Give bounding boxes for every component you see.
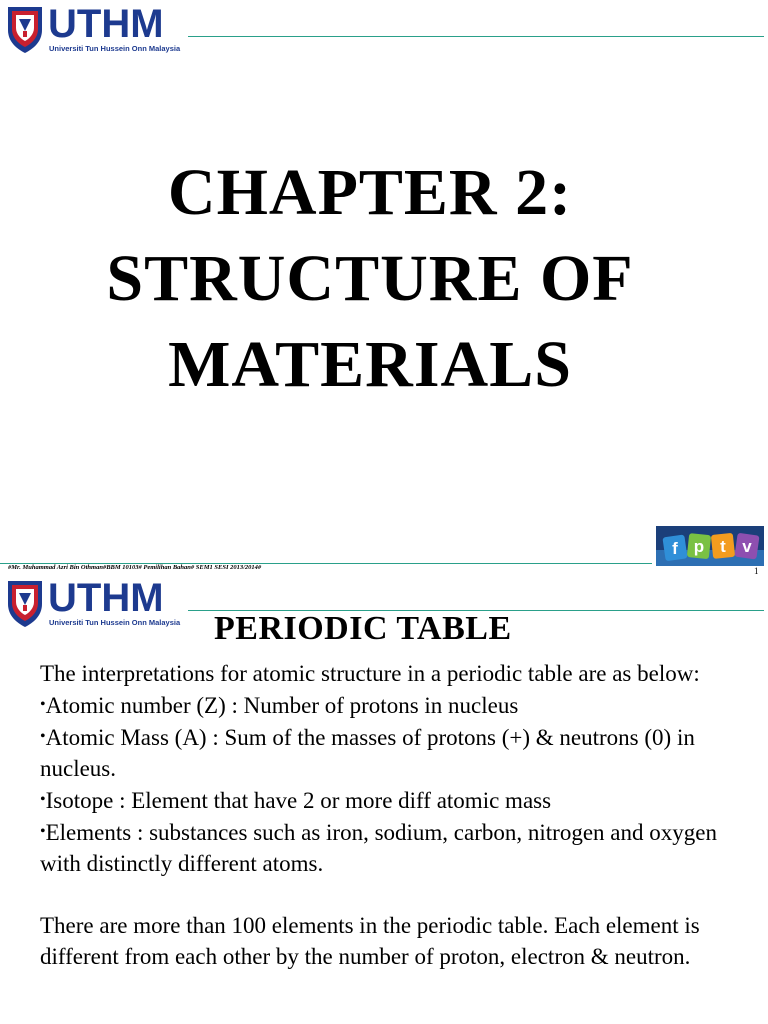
closing-paragraph: There are more than 100 elements in the periodic table. Each element is different from each other by the number of proton, electron & neutron. [40,913,700,969]
title-line-1: CHAPTER 2: [167,156,573,229]
badge-letter-t: t [720,537,726,556]
logo-wordmark: UTHM [48,2,164,46]
slide-title [0,150,740,408]
bullet-icon: • [40,823,46,840]
section-title: PERIODIC TABLE [214,610,512,647]
bullet-icon: • [40,791,46,808]
header-divider [188,36,764,37]
uthm-crest-icon [6,4,44,54]
uthm-logo [6,578,186,632]
badge-letter-f: f [672,539,678,558]
bullet-item: •Atomic number (Z) : Number of protons in nucleus [40,693,519,718]
title-line-2: STRUCTURE OF [106,242,634,315]
bullet-item: •Elements : substances such as iron, sodium, carbon, nitrogen and oxygen with distinctly different atoms. [40,820,717,876]
bullet-item: •Atomic Mass (A) : Sum of the masses of protons (+) & neutrons (0) in nucleus. [40,725,695,781]
page-number: 1 [754,566,759,574]
footer-credit: #Mr. Muhammad Azri Bin Othman#BBM 10103# Pemilihan Bahan# SEM1 SESI 2013/2014# [8,564,262,571]
title-line-3: MATERIALS [168,328,572,401]
logo-wordmark: UTHM [48,576,164,620]
bullet-icon: • [40,696,46,713]
uthm-crest-icon [6,578,44,628]
slide-2 [0,574,768,1024]
bullet-item: •Isotope : Element that have 2 or more diff atomic mass [40,788,552,813]
badge-letter-p: p [693,537,705,556]
uthm-logo [6,4,186,58]
body-text [40,658,760,972]
bullet-icon: • [40,728,46,745]
fptv-badge [656,524,764,568]
logo-subtitle: Universiti Tun Hussein Onn Malaysia [49,618,181,627]
intro-paragraph: The interpretations for atomic structure in a periodic table are as below: [40,661,700,686]
logo-subtitle: Universiti Tun Hussein Onn Malaysia [49,44,181,53]
badge-letter-v: v [742,537,752,556]
